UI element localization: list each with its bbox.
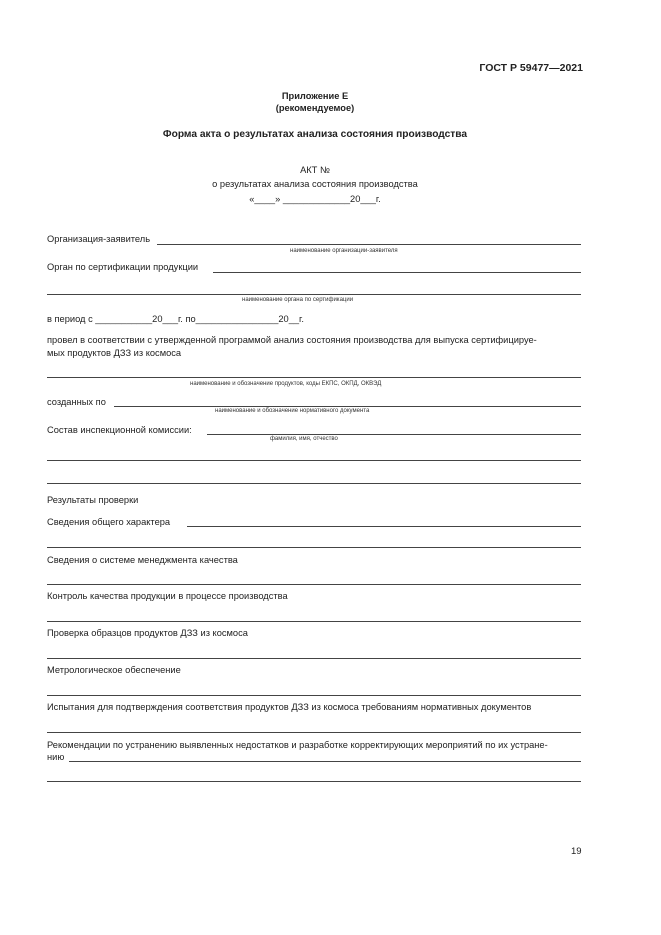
qms-label: Сведения о системе менеджмента качества <box>47 555 238 565</box>
created-by-caption: наименование и обозначение нормативного документа <box>215 408 370 414</box>
commission-line <box>207 434 581 435</box>
recommendations-text-2: нию <box>47 752 65 762</box>
period-line: в период с ___________20___г. по________________20__г. <box>47 314 304 324</box>
form-title: Форма акта о результатах анализа состояния производства <box>162 129 468 140</box>
recommendations-line-2 <box>47 781 581 782</box>
metrology-line <box>47 695 581 696</box>
qms-line <box>47 584 581 585</box>
recommendations-text-1: Рекомендации по устранению выявленных недостатков и разработке корректирующих мероприятий по их устране- <box>47 740 548 750</box>
results-heading: Результаты проверки <box>47 495 139 505</box>
created-by-label: созданных по <box>47 397 106 407</box>
appendix-title: Приложение Е <box>281 91 349 101</box>
recommendations-line <box>69 761 581 762</box>
page-number: 19 <box>571 846 582 857</box>
org-applicant-caption: наименование организации-заявителя <box>290 248 398 254</box>
products-caption: наименование и обозначение продуктов, коды ЕКПС, ОКПД, ОКВЭД <box>190 381 382 387</box>
general-label: Сведения общего характера <box>47 517 171 527</box>
commission-label: Состав инспекционной комиссии: <box>47 425 192 435</box>
tests-label: Испытания для подтверждения соответствия продуктов ДЗЗ из космоса требованиям нормативных документов <box>47 702 532 712</box>
cert-body-line-2 <box>47 294 581 295</box>
act-subject: о результатах анализа состояния производства <box>212 179 418 189</box>
act-label: АКТ № <box>300 165 330 175</box>
commission-line-3 <box>47 483 581 484</box>
general-line-2 <box>47 547 581 548</box>
org-applicant-line <box>157 244 581 245</box>
conducted-text-1: провел в соответствии с утвержденной программой анализ состояния производства для выпуска сертифицируе- <box>47 335 537 345</box>
act-date-line: «____» _____________20___г. <box>249 194 381 204</box>
general-line <box>187 526 581 527</box>
commission-caption: фамилия, имя, отчество <box>270 436 338 442</box>
created-by-line <box>114 406 581 407</box>
tests-line <box>47 732 581 733</box>
org-applicant-label: Организация-заявитель <box>47 234 151 244</box>
metrology-label: Метрологическое обеспечение <box>47 665 181 675</box>
products-line <box>47 377 581 378</box>
cert-body-caption: наименование органа по сертификации <box>242 297 354 303</box>
document-code: ГОСТ Р 59477—2021 <box>479 62 583 74</box>
quality-control-line <box>47 621 581 622</box>
cert-body-label: Орган по сертификации продукции <box>47 262 199 272</box>
appendix-subtitle: (рекомендуемое) <box>275 103 355 113</box>
commission-line-2 <box>47 460 581 461</box>
cert-body-line <box>213 272 581 273</box>
quality-control-label: Контроль качества продукции в процессе производства <box>47 591 288 601</box>
conducted-text-2: мых продуктов ДЗЗ из космоса <box>47 348 182 358</box>
samples-line <box>47 658 581 659</box>
samples-label: Проверка образцов продуктов ДЗЗ из космоса <box>47 628 248 638</box>
